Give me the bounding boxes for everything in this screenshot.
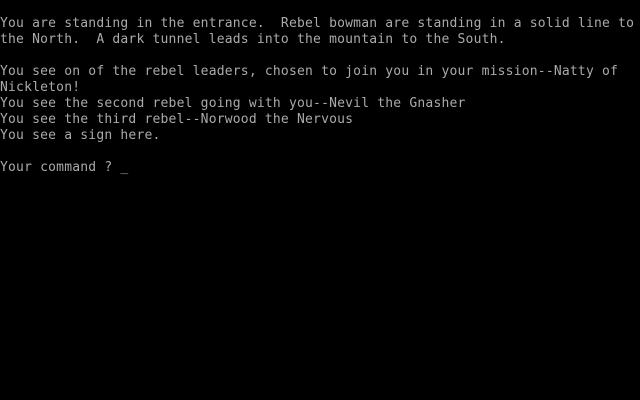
sign-notice-line: You see a sign here. <box>0 128 161 143</box>
command-prompt-row[interactable] <box>0 160 128 176</box>
text-cursor[interactable]: _ <box>120 160 129 175</box>
companion-natty-line-2: Nickleton! <box>0 80 81 95</box>
command-prompt-label: Your command ? <box>0 160 121 175</box>
room-description-line-1: You are standing in the entrance. Rebel bowman are standing in a solid line to <box>0 16 635 31</box>
companion-nevil-line: You see the second rebel going with you--Nevil the Gnasher <box>0 96 466 111</box>
companion-norwood-line: You see the third rebel--Norwood the Nervous <box>0 112 354 127</box>
room-description-line-2: the North. A dark tunnel leads into the mountain to the South. <box>0 32 506 47</box>
companion-natty-line-1: You see on of the rebel leaders, chosen to join you in your mission--Natty of <box>0 64 619 79</box>
